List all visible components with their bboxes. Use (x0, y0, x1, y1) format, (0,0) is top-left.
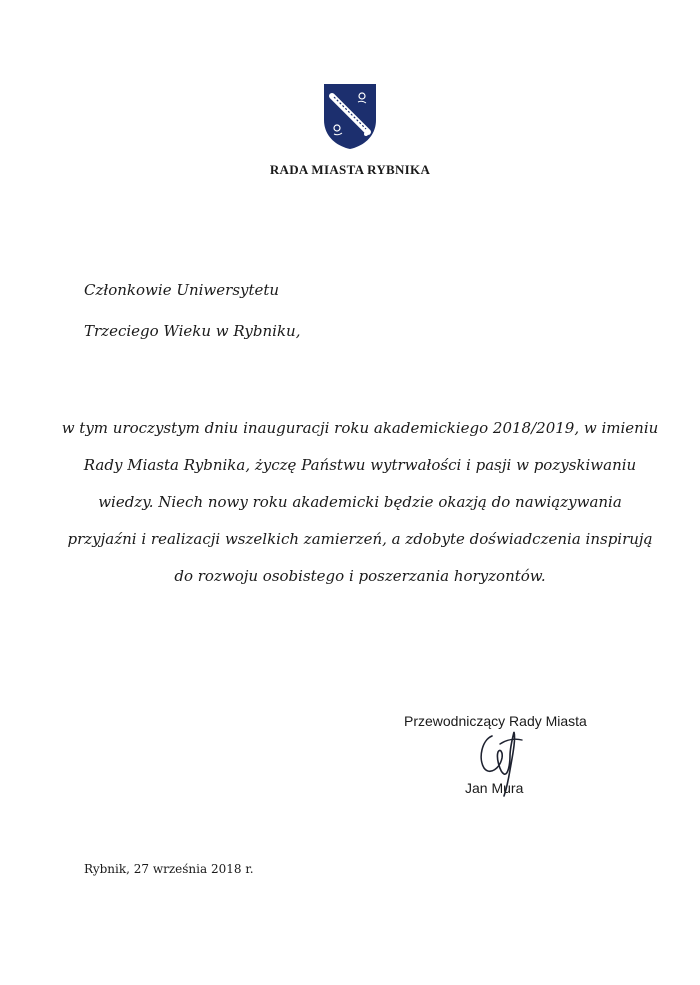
place-and-date: Rybnik, 27 września 2018 r. (84, 862, 254, 876)
signatory-name: Jan Mura (465, 780, 524, 796)
salutation-line-2: Trzeciego Wieku w Rybniku, (84, 322, 301, 340)
body-line: w tym uroczystym dniu inauguracji roku akademickiego 2018/2019, w imieniu (61, 419, 659, 437)
salutation-line-1: Członkowie Uniwersytetu (84, 281, 280, 299)
rybnik-coat-of-arms-icon (322, 82, 378, 150)
body-line: wiedzy. Niech nowy roku akademicki będzie okazją do nawiązywania (98, 493, 622, 511)
letter-body (60, 410, 660, 595)
organization-name: RADA MIASTA RYBNIKA (269, 162, 431, 177)
body-line: przyjaźni i realizacji wszelkich zamierzeń, a zdobyte doświadczenia inspirują (67, 530, 653, 548)
signatory-role: Przewodniczący Rady Miasta (404, 713, 587, 729)
body-line: do rozwoju osobistego i poszerzania horyzontów. (174, 567, 546, 585)
body-line: Rady Miasta Rybnika, życzę Państwu wytrwałości i pasji w pozyskiwaniu (83, 456, 637, 474)
